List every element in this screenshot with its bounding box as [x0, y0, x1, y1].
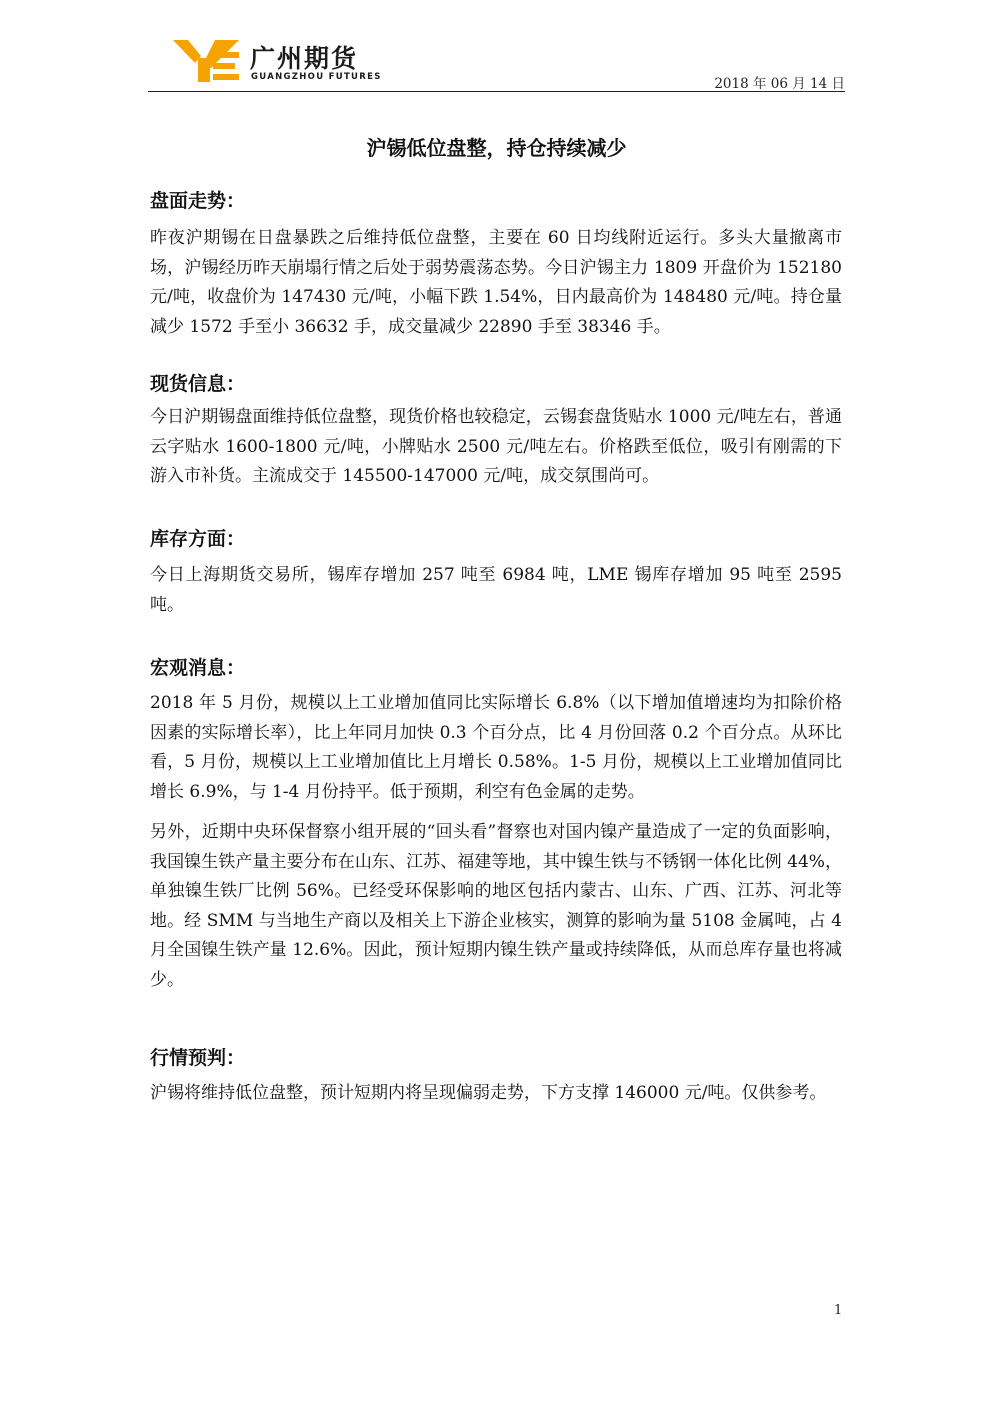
page-number: 1	[834, 1303, 843, 1318]
section-paragraph: 2018 年 5 月份，规模以上工业增加值同比实际增长 6.8%（以下增加值增速均为扣除价格因素的实际增长率），比上年同月加快 0.3 个百分点，比 4 月份回落 0.2 个百分点。从环比看，5 月份，规模以上工业增加值比上月增长 0.58%。1-5 月份，规模以上工业增加值同比增长 6.9%，与 1-4 月份持平。低于预期，利空有色金属的走势。	[150, 693, 842, 802]
section-heading-market-trend: 盘面走势：	[150, 190, 246, 212]
section-paragraph: 另外，近期中央环保督察小组开展的“回头看”督察也对国内镍产量造成了一定的负面影响，我国镍生铁产量主要分布在山东、江苏、福建等地，其中镍生铁与不锈钢一体化比例 44%，单独镍生铁厂比例 56%。已经受环保影响的地区包括内蒙古、山东、广西、江苏、河北等地。经 SMM 与当地生产商以及相关上下游企业核实，测算的影响为量 5108 金属吨，占 4 月全国镍生铁产量 12.6%。因此，预计短期内镍生铁产量或持续降低，从而总库存量也将减少。	[150, 822, 842, 990]
section-paragraph: 昨夜沪期锡在日盘暴跌之后维持低位盘整，主要在 60 日均线附近运行。多头大量撤离市场，沪锡经历昨天崩塌行情之后处于弱势震荡态势。今日沪锡主力 1809 开盘价为 152180 元/吨，收盘价为 147430 元/吨，小幅下跌 1.54%，日内最高价为 148480 元/吨。持仓量减少 1572 手至小 36632 手，成交量减少 22890 手至 38346 手。	[150, 228, 842, 337]
section-heading-outlook: 行情预判：	[150, 1047, 246, 1069]
section-heading-inventory: 库存方面：	[150, 528, 246, 550]
company-logo	[173, 38, 382, 84]
header-divider	[148, 91, 845, 92]
section-paragraph: 沪锡将维持低位盘整，预计短期内将呈现偏弱走势，下方支撑 146000 元/吨。仅供参考。	[150, 1083, 827, 1103]
section-heading-macro-news: 宏观消息：	[150, 657, 246, 679]
logo-english-name: GUANGZHOU FUTURES	[251, 72, 382, 82]
section-heading-spot-info: 现货信息：	[150, 373, 246, 395]
logo-mark-icon	[173, 38, 239, 82]
page-header	[148, 34, 845, 94]
section-paragraph: 今日沪期锡盘面维持低位盘整，现货价格也较稳定，云锡套盘货贴水 1000 元/吨左右，普通云字贴水 1600-1800 元/吨，小牌贴水 2500 元/吨左右。价格跌至低位，吸引有刚需的下游入市补货。主流成交于 145500-147000 元/吨，成交氛围尚可。	[150, 407, 842, 486]
section-paragraph: 今日上海期货交易所，锡库存增加 257 吨至 6984 吨，LME 锡库存增加 95 吨至 2595 吨。	[150, 565, 842, 615]
report-date: 2018 年 06 月 14 日	[714, 76, 845, 92]
document-title: 沪锡低位盘整，持仓持续减少	[366, 136, 627, 160]
logo-chinese-name: 广州期货	[250, 44, 359, 73]
